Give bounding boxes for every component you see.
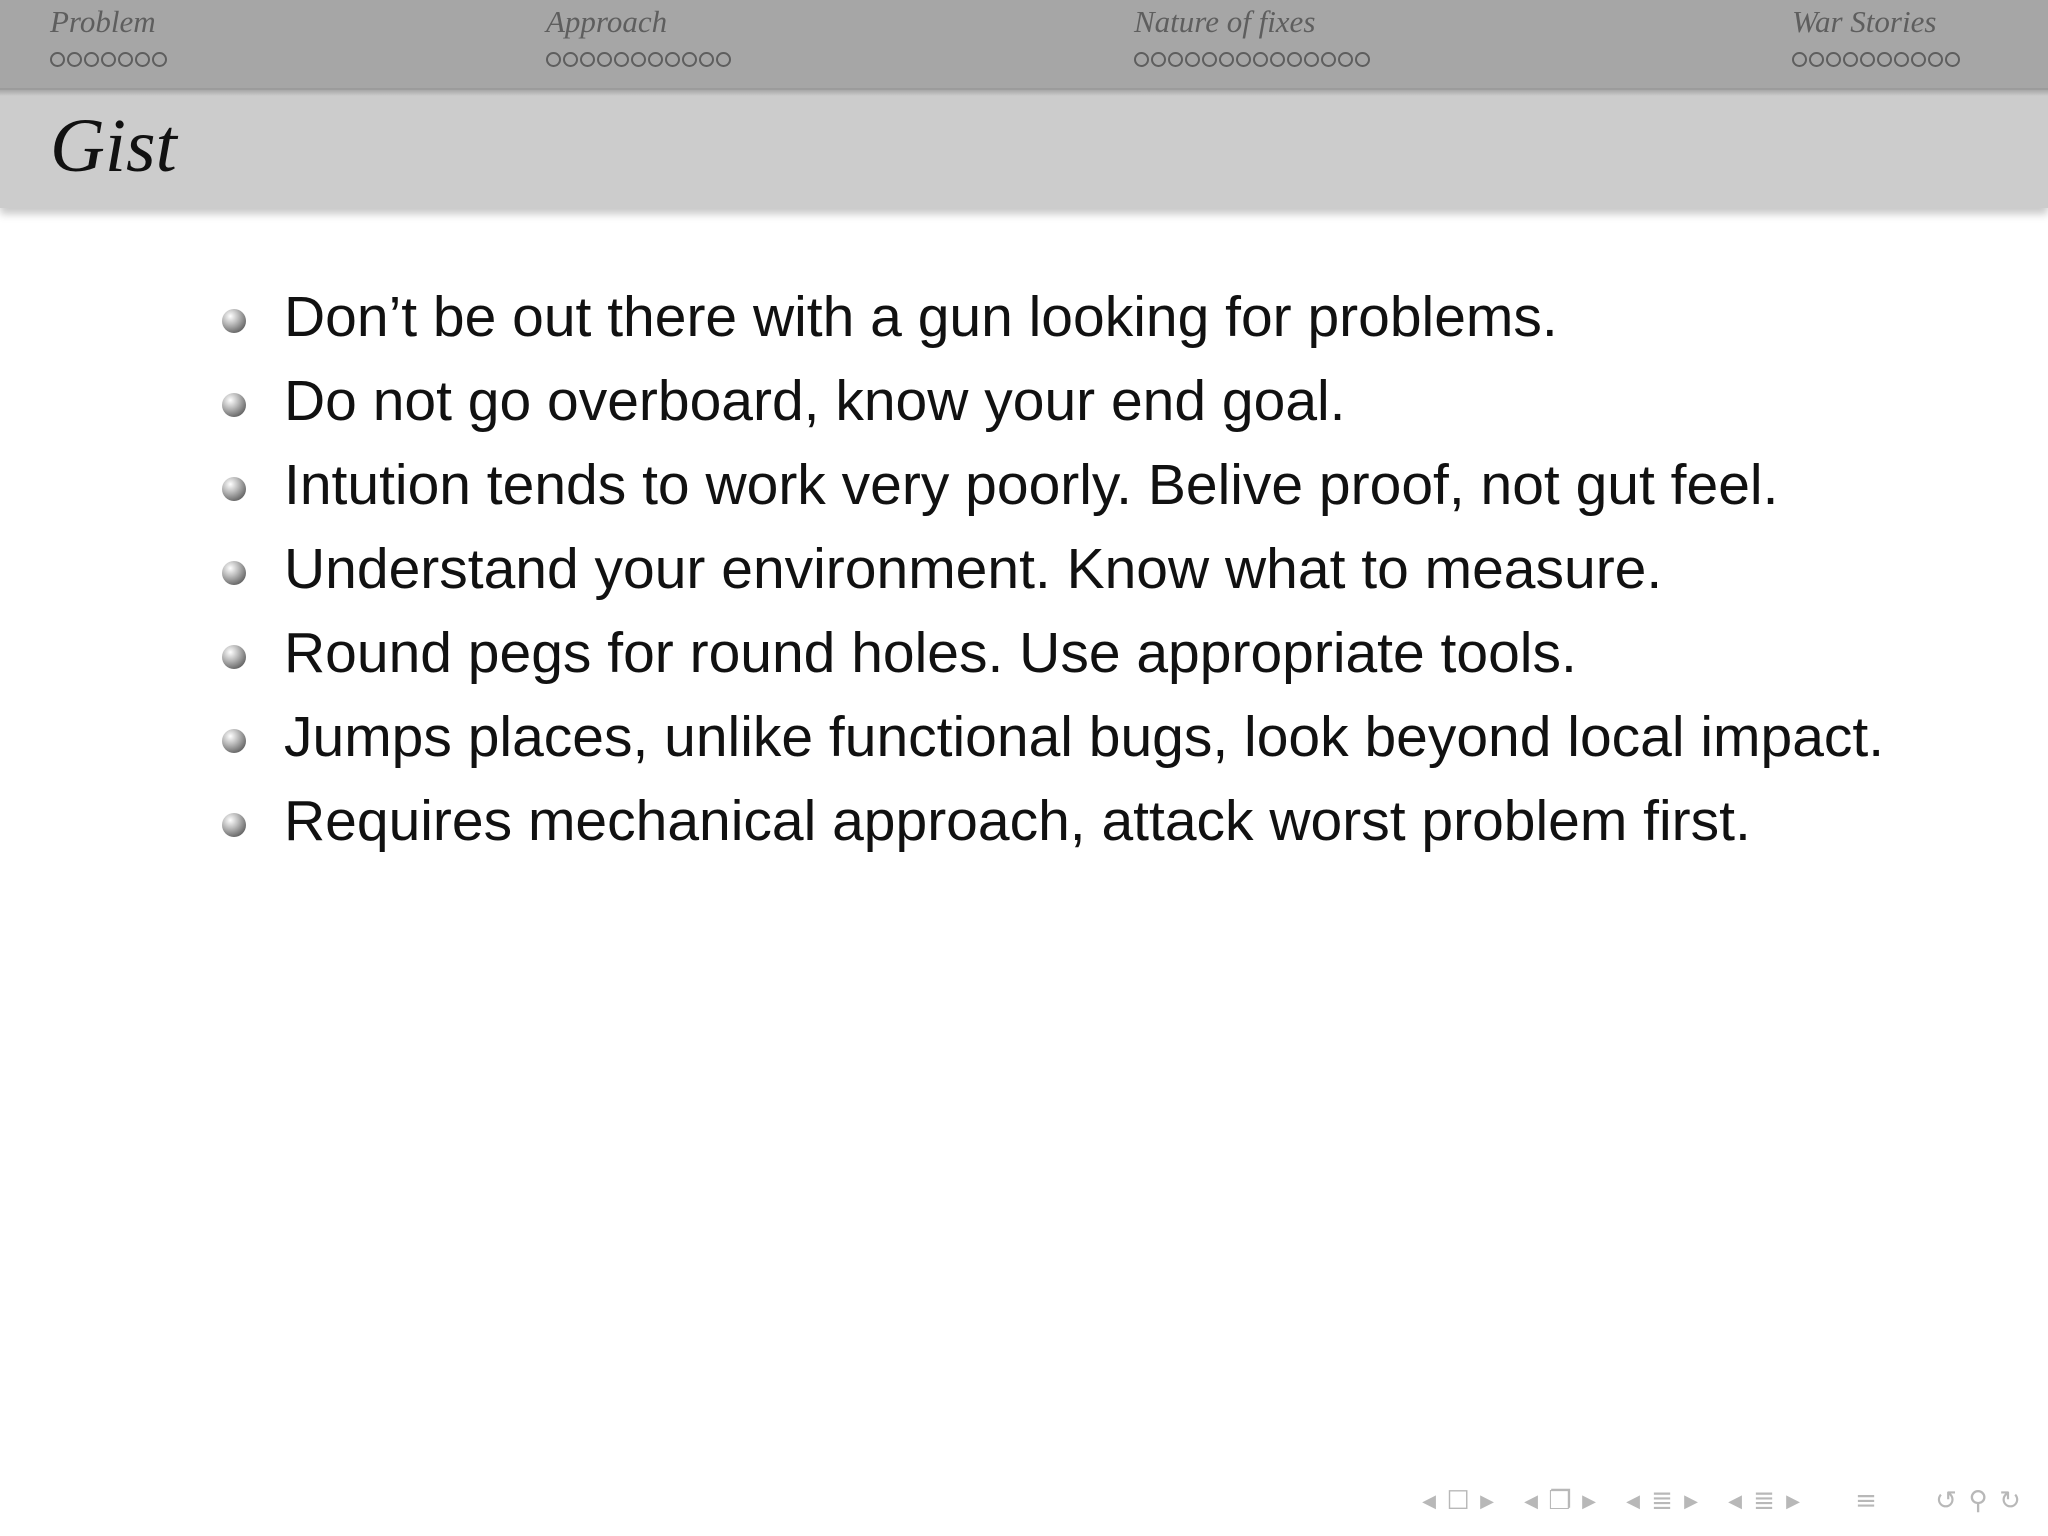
bullet-text: Don’t be out there with a gun looking for problems.	[284, 285, 1558, 349]
frame-dot-icon[interactable]	[648, 52, 663, 67]
prev-section-icon[interactable]: ◀	[1728, 1490, 1742, 1512]
bullet-ball-icon	[222, 309, 246, 333]
frame-dot-icon[interactable]	[1792, 52, 1807, 67]
frame-dot-icon[interactable]	[1253, 52, 1268, 67]
frame-dot-icon[interactable]	[1168, 52, 1183, 67]
next-frame-icon[interactable]: ▶	[1582, 1490, 1596, 1512]
search-icon[interactable]: ⚲	[1968, 1486, 1988, 1516]
outline-icon[interactable]: ≡	[1855, 1486, 1877, 1516]
subsection-nav-icon[interactable]: ≣	[1651, 1486, 1673, 1516]
frame-dot-icon[interactable]	[1185, 52, 1200, 67]
bullet-item	[222, 782, 1922, 860]
frame-dots[interactable]	[546, 52, 733, 68]
next-slide-icon[interactable]: ▶	[1480, 1490, 1494, 1512]
undo-icon[interactable]: ↺	[1935, 1486, 1957, 1516]
bullet-ball-icon	[222, 561, 246, 585]
next-subsection-icon[interactable]: ▶	[1684, 1490, 1698, 1512]
bullet-ball-icon	[222, 729, 246, 753]
frame-dot-icon[interactable]	[135, 52, 150, 67]
bullet-text: Intution tends to work very poorly. Belive proof, not gut feel.	[284, 453, 1779, 517]
frame-dots[interactable]	[1792, 52, 1962, 68]
bullet-item	[222, 530, 1922, 608]
frame-nav-icon[interactable]: ❐	[1548, 1486, 1572, 1516]
bullet-item	[222, 278, 1922, 356]
frame-dot-icon[interactable]	[1843, 52, 1858, 67]
headline-bar	[0, 0, 2048, 90]
frame-dot-icon[interactable]	[1877, 52, 1892, 67]
section-label[interactable]: Nature of fixes	[1134, 4, 1316, 39]
bullet-item	[222, 446, 1922, 524]
frame-dots[interactable]	[50, 52, 169, 68]
section-nav-icon[interactable]: ≣	[1753, 1486, 1775, 1516]
redo-icon[interactable]: ↻	[1999, 1486, 2021, 1516]
frame-dot-icon[interactable]	[546, 52, 561, 67]
frame-dot-icon[interactable]	[1321, 52, 1336, 67]
frame-dot-icon[interactable]	[1355, 52, 1370, 67]
frame-dot-icon[interactable]	[563, 52, 578, 67]
bullet-ball-icon	[222, 813, 246, 837]
slide-nav-icon[interactable]: ☐	[1446, 1486, 1470, 1516]
frame-dot-icon[interactable]	[665, 52, 680, 67]
frame-dot-icon[interactable]	[1236, 52, 1251, 67]
frame-dot-icon[interactable]	[1338, 52, 1353, 67]
frame-title-bar	[0, 90, 2048, 208]
frame-dot-icon[interactable]	[1860, 52, 1875, 67]
prev-slide-icon[interactable]: ◀	[1422, 1490, 1436, 1512]
section-label[interactable]: Problem	[50, 4, 156, 39]
frame-dot-icon[interactable]	[101, 52, 116, 67]
frame-dot-icon[interactable]	[1287, 52, 1302, 67]
bullet-ball-icon	[222, 645, 246, 669]
frame-dot-icon[interactable]	[682, 52, 697, 67]
frame-dot-icon[interactable]	[1304, 52, 1319, 67]
frame-dot-icon[interactable]	[1151, 52, 1166, 67]
prev-subsection-icon[interactable]: ◀	[1626, 1490, 1640, 1512]
section-label[interactable]: Approach	[546, 4, 668, 39]
frame-dot-icon[interactable]	[1270, 52, 1285, 67]
bullet-text: Requires mechanical approach, attack worst problem first.	[284, 789, 1751, 853]
frame-dot-icon[interactable]	[1945, 52, 1960, 67]
frame-dot-icon[interactable]	[597, 52, 612, 67]
frame-title: Gist	[50, 104, 177, 188]
beamer-navigation-bar	[1418, 1484, 2028, 1518]
header-shadow	[0, 88, 2048, 96]
bullet-ball-icon	[222, 477, 246, 501]
frame-dot-icon[interactable]	[1202, 52, 1217, 67]
frame-dots[interactable]	[1134, 52, 1372, 68]
bullet-text: Do not go overboard, know your end goal.	[284, 369, 1346, 433]
bullet-text: Round pegs for round holes. Use appropriate tools.	[284, 621, 1577, 685]
frame-dot-icon[interactable]	[1134, 52, 1149, 67]
frame-dot-icon[interactable]	[631, 52, 646, 67]
frame-dot-icon[interactable]	[84, 52, 99, 67]
frame-dot-icon[interactable]	[152, 52, 167, 67]
frame-dot-icon[interactable]	[716, 52, 731, 67]
frame-dot-icon[interactable]	[699, 52, 714, 67]
bullet-text: Jumps places, unlike functional bugs, look beyond local impact.	[284, 705, 1885, 769]
bullet-item	[222, 362, 1922, 440]
section-label[interactable]: War Stories	[1792, 4, 1937, 39]
frame-dot-icon[interactable]	[67, 52, 82, 67]
bullet-item	[222, 698, 1922, 776]
frame-dot-icon[interactable]	[580, 52, 595, 67]
frame-dot-icon[interactable]	[614, 52, 629, 67]
bullet-item	[222, 614, 1922, 692]
frame-dot-icon[interactable]	[1911, 52, 1926, 67]
frame-dot-icon[interactable]	[50, 52, 65, 67]
bullet-ball-icon	[222, 393, 246, 417]
frame-dot-icon[interactable]	[1809, 52, 1824, 67]
bullet-list	[222, 278, 1922, 866]
frame-dot-icon[interactable]	[1826, 52, 1841, 67]
frame-dot-icon[interactable]	[118, 52, 133, 67]
bullet-text: Understand your environment. Know what to measure.	[284, 537, 1663, 601]
prev-frame-icon[interactable]: ◀	[1524, 1490, 1538, 1512]
frame-dot-icon[interactable]	[1219, 52, 1234, 67]
next-section-icon[interactable]: ▶	[1786, 1490, 1800, 1512]
frame-dot-icon[interactable]	[1928, 52, 1943, 67]
frame-dot-icon[interactable]	[1894, 52, 1909, 67]
